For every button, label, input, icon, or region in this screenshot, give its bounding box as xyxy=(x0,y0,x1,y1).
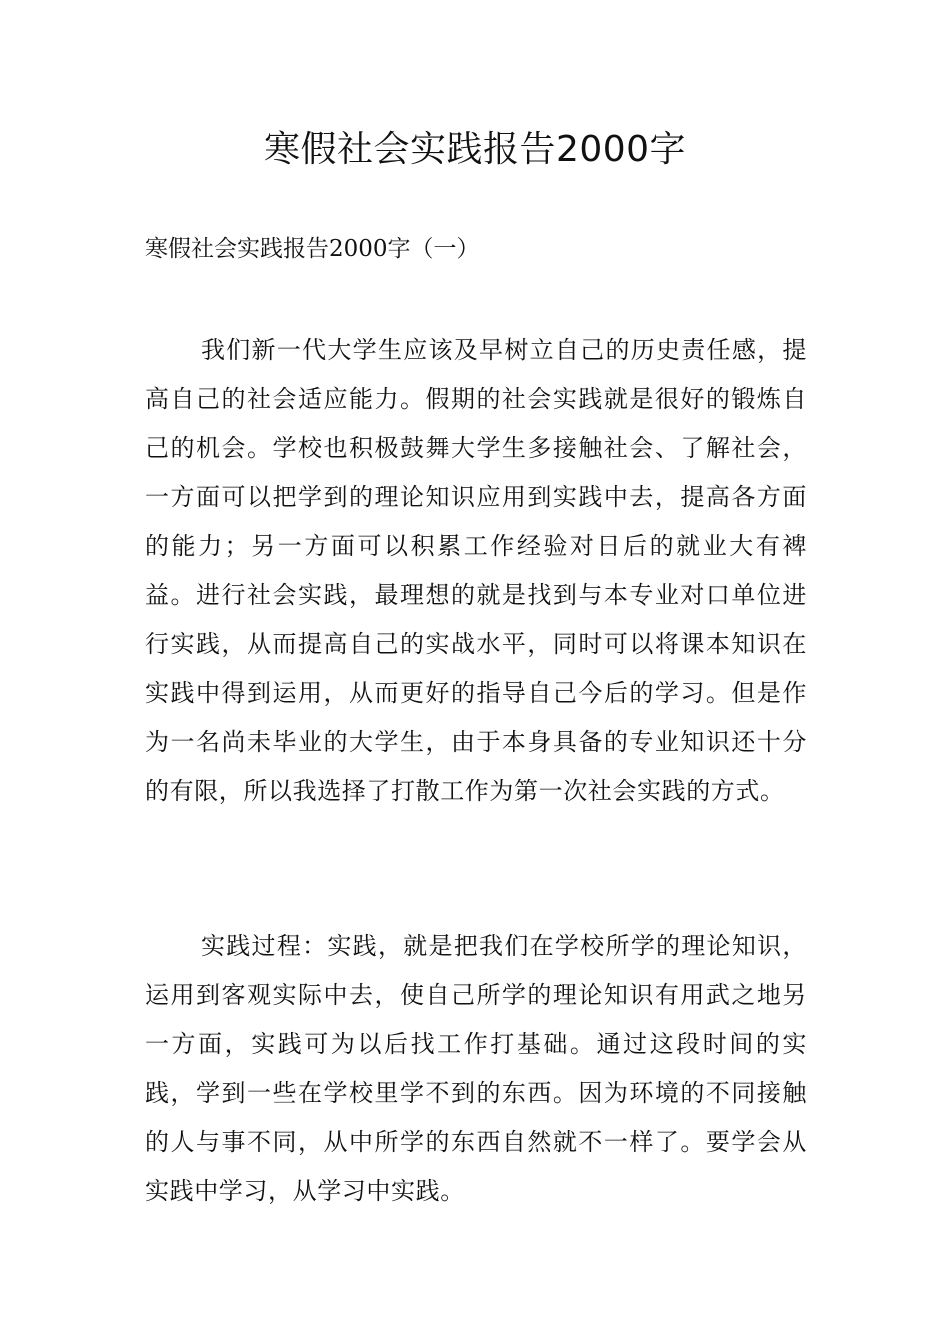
body-paragraph-2: 实践过程：实践，就是把我们在学校所学的理论知识，运用到客观实际中去，使自己所学的理论知识有用武之地另一方面，实践可为以后找工作打基础。通过这段时间的实践，学到一些在学校里学不到的东西。因为环境的不同接触的人与事不同，从中所学的东西自然就不一样了。要学会从实践中学习，从学习中实践。 xyxy=(145,932,807,1205)
document-title: 寒假社会实践报告2000字 xyxy=(263,129,687,170)
section-subtitle: 寒假社会实践报告2000字（一） xyxy=(145,236,480,262)
body-paragraph-1: 我们新一代大学生应该及早树立自己的历史责任感，提高自己的社会适应能力。假期的社会实践就是很好的锻炼自己的机会。学校也积极鼓舞大学生多接触社会、了解社会，一方面可以把学到的理论知识应用到实践中去，提高各方面的能力；另一方面可以积累工作经验对日后的就业大有裨益。进行社会实践，最理想的就是找到与本专业对口单位进行实践，从而提高自己的实战水平，同时可以将课本知识在实践中得到运用，从而更好的指导自己今后的学习。但是作为一名尚未毕业的大学生，由于本身具备的专业知识还十分的有限，所以我选择了打散工作为第一次社会实践的方式。 xyxy=(145,336,807,805)
